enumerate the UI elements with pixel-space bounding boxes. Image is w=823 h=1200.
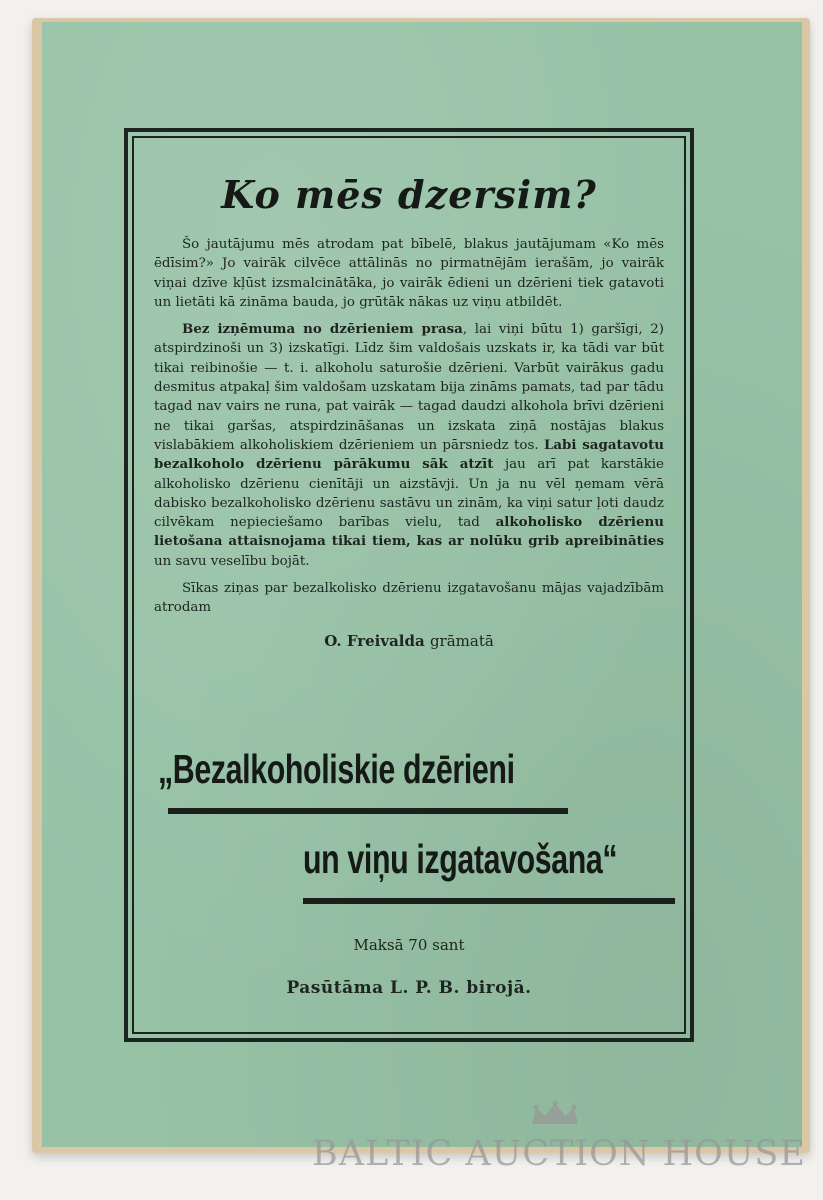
advertisement-content [146, 146, 672, 1022]
book-title-line-1: „Bezalkoholiskie dzērieni [158, 746, 515, 792]
order-info: Pasūtāma L. P. B. birojā. [286, 978, 532, 998]
emphasis-text: Labi sagatavotu bezalkoholo dzērienu pārākumu sāk atzīt [154, 436, 665, 473]
underline-rule [168, 808, 568, 814]
paragraph-intro: Šo jautājumu mēs atrodam pat bībelē, blakus jautājumam «Ko mēs ēdīsim?» Jo vairāk cilvēce attālinās no pirmatnējām ierašām, jo vairāk viņai dzīve kļūst izsmalcinātāka, jo vairāk ēdieni un dzērieni tiek gatavoti un lietāti kā zināma bauda, jo grūtāk nākas uz viņu atbildēt. [154, 237, 664, 310]
emphasis-text: Bez izņēmuma no dzērieniem prasa [182, 321, 463, 338]
emphasis-text: alkoholisko dzērienu lietošana attaisnojama tikai tiem, kas ar nolūku grib apreibināties [154, 514, 664, 550]
watermark-text: BALTIC AUCTION HOUSE [312, 1134, 806, 1174]
author-name: O. Freivalda [324, 631, 425, 650]
price-text: Maksā 70 sant [353, 936, 465, 954]
advertisement-frame [124, 128, 694, 1042]
book-title-line-2: un viņu izgatavošana“ [303, 836, 618, 882]
underline-rule [303, 898, 675, 904]
paragraph-text: un savu veselību bojāt. [154, 553, 310, 569]
paragraph-text: jau arī pat karstākie alkoholisko dzērienu cienītāji un aizstāvji. Un ja nu vēl ņemam vērā dabisko bezalkoholisko dzērienu sastāvu un zinām, ka viņi satur ļoti daudz cilvēkam nepieciešamo barības vielu, tad [154, 457, 664, 531]
paragraph-text: , lai viņi būtu 1) garšīgi, 2) atspirdzinoši un 3) izskatīgi. Līdz šim valdošais uzskats ir, ka tādi var būt tikai reibinošie — t. i. alkoholu saturošie dzērieni. Varbūt vairākus gadu desmitus atpakaļ šim valdošam uzskatam bija zināms pamats, tad par tādu tagad nav vairs ne runa, pat vairāk — tagad daudzi alkohola brīvi dzērieni ne tikai garšas, atspirdzināšanas un izskata ziņā nostājas blakus vislabākiem alkoholiskiem dzērieniem un pārsniedz tos. [154, 322, 665, 453]
paragraph-reference: Sīkas ziņas par bezalkolisko dzērienu izgatavošanu mājas vajadzībām atrodam [154, 581, 664, 616]
paragraph-main [146, 320, 672, 571]
author-line [146, 632, 672, 650]
crown-icon [528, 1100, 582, 1128]
author-suffix: grāmatā [429, 631, 494, 650]
page-title: Ko mēs dzersim? [221, 172, 597, 217]
